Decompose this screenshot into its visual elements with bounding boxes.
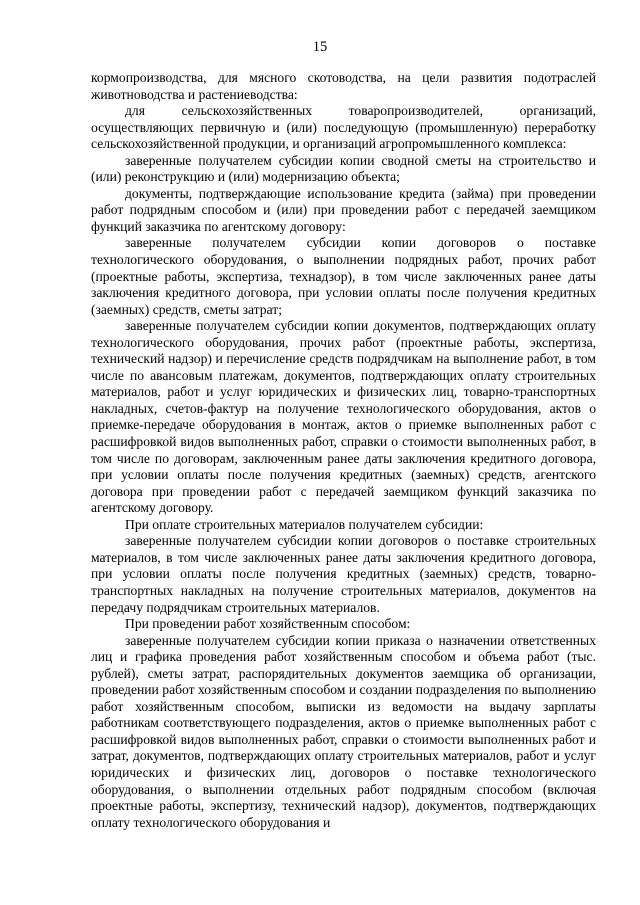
paragraph: При проведении работ хозяйственным способом:: [125, 616, 411, 632]
paragraph: заверенные получателем субсидии копии приказа о назначении ответственных лиц и графика проведения работ хозяйственным способом и объема работ (тыс. рублей), сметы затрат, распорядительных документов заемщика об организации, проведении работ хозяйственным способом и создании подразделения по выполнению работ хозяйственным способом, выписки из ведомости на выдачу зарплаты работникам соответствующего подразделения, актов о приемке выполненных работ с расшифровкой видов выполненных работ, справки о стоимости выполненных работ и затрат, документов, подтверждающих оплату строительных материалов, работ и услуг юридических и физических лиц, договоров о поставке технологического оборудования, о выполнении отдельных работ подрядным способом (включая проектные работы, экспертизу, технический надзор), документов, подтверждающих оплату технологического оборудования и: [91, 632, 596, 830]
paragraph: При оплате строительных материалов получателем субсидии:: [125, 516, 484, 532]
paragraph: документы, подтверждающие использование кредита (займа) при проведении работ подрядным способом и (или) при проведении работ с передачей заемщиком функций заказчика по агентскому договору:: [91, 185, 596, 234]
page-number: 15: [312, 39, 328, 55]
paragraph: для сельскохозяйственных товаропроизводителей, организаций, осуществляющих первичную и (или) последующую (промышленную) переработку сельскохозяйственной продукции, и организаций агропромышленного комплекса:: [91, 103, 596, 152]
paragraph-continuation: кормопроизводства, для мясного скотоводства, на цели развития подотраслей животноводства и растениеводства:: [91, 70, 596, 102]
paragraph: заверенные получателем субсидии копии договоров о поставке строительных материалов, в том числе заключенных ранее даты заключения кредитного договора, при условии оплаты после получения кредитных (заемных) средств, товарно-транспортных накладных на получение строительных материалов, документов на передачу подрядчикам строительных материалов.: [91, 533, 596, 615]
paragraph: заверенные получателем субсидии копии договоров о поставке технологического оборудования, о выполнении подрядных работ, прочих работ (проектные работы, экспертиза, технадзор), в том числе заключенных ранее даты заключения кредитного договора, при условии оплаты после получения кредитных (заемных) средств, сметы затрат;: [91, 235, 596, 317]
document-body: [91, 70, 596, 831]
paragraph: заверенные получателем субсидии копии сводной сметы на строительство и (или) реконструкцию и (или) модернизацию объекта;: [91, 152, 596, 185]
paragraph: заверенные получателем субсидии копии документов, подтверждающих оплату технологического оборудования, прочих работ (проектные работы, экспертиза, технический надзор) и перечисление средств подрядчикам на выполнение работ, в том числе по авансовым платежам, документов, подтверждающих оплату строительных материалов, работ и услуг юридических и физических лиц, товарно-транспортных накладных, счетов-фактур на получение технологического оборудования, актов о приемке-передаче оборудования в монтаж, актов о приемке выполненных работ с расшифровкой видов выполненных работ, справки о стоимости выполненных работ, в том числе по договорам, заключенным ранее даты заключения кредитного договора, при условии оплаты после получения кредитных (заемных) средств, агентского договора при проведении работ с передачей заемщиком функций заказчика по агентскому договору.: [91, 318, 596, 516]
